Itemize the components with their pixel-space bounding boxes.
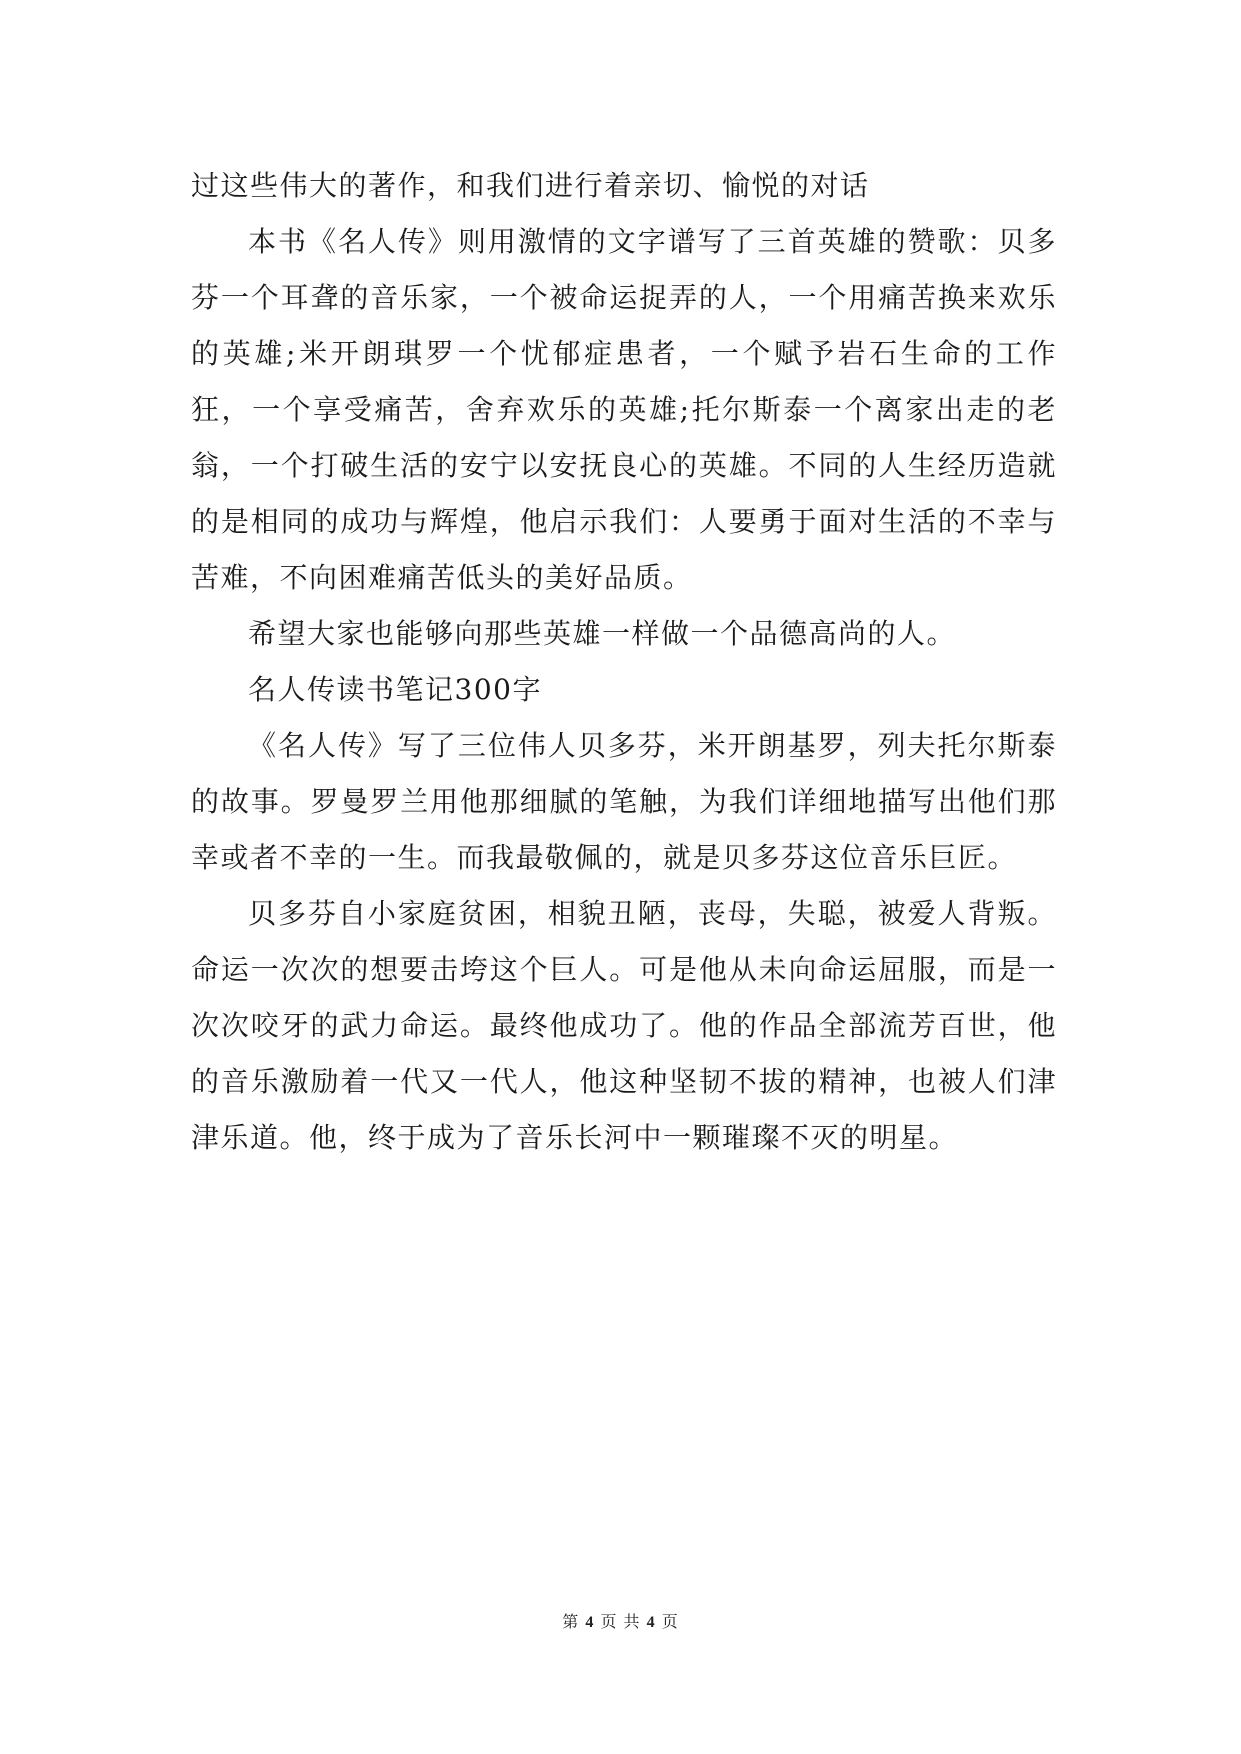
- paragraph-2: 本书《名人传》则用激情的文字谱写了三首英雄的赞歌：贝多芬一个耳聋的音乐家，一个被命运捉弄的人，一个用痛苦换来欢乐的英雄;米开朗琪罗一个忧郁症患者，一个赋予岩石生命的工作狂，一个享受痛苦，舍弃欢乐的英雄;托尔斯泰一个离家出走的老翁，一个打破生活的安宁以安抚良心的英雄。不同的人生经历造就的是相同的成功与辉煌，他启示我们：人要勇于面对生活的不幸与苦难，不向困难痛苦低头的美好品质。: [191, 225, 1057, 594]
- footer-prefix: 第: [562, 1612, 580, 1631]
- total-pages-number: 4: [646, 1614, 656, 1631]
- footer-middle: 页 共: [600, 1612, 641, 1631]
- footer-suffix: 页: [661, 1612, 679, 1631]
- section-heading: 名人传读书笔记300字: [248, 673, 542, 706]
- paragraph-5: 《名人传》写了三位伟人贝多芬，米开朗基罗，列夫托尔斯泰的故事。罗曼罗兰用他那细腻的笔触，为我们详细地描写出他们那幸或者不幸的一生。而我最敬佩的，就是贝多芬这位音乐巨匠。: [191, 729, 1057, 874]
- page-footer: [0, 1609, 1241, 1632]
- document-body: [191, 158, 1057, 1166]
- paragraph-6: 贝多芬自小家庭贫困，相貌丑陋，丧母，失聪，被爱人背叛。命运一次次的想要击垮这个巨人。可是他从未向命运屈服，而是一次次咬牙的武力命运。最终他成功了。他的作品全部流芳百世，他的音乐激励着一代又一代人，他这种坚韧不拔的精神，也被人们津津乐道。他，终于成为了音乐长河中一颗璀璨不灭的明星。: [191, 897, 1057, 1154]
- paragraph-1: 过这些伟大的著作，和我们进行着亲切、愉悦的对话: [191, 169, 870, 202]
- paragraph-3: 希望大家也能够向那些英雄一样做一个品德高尚的人。: [248, 617, 957, 650]
- current-page-number: 4: [585, 1614, 595, 1631]
